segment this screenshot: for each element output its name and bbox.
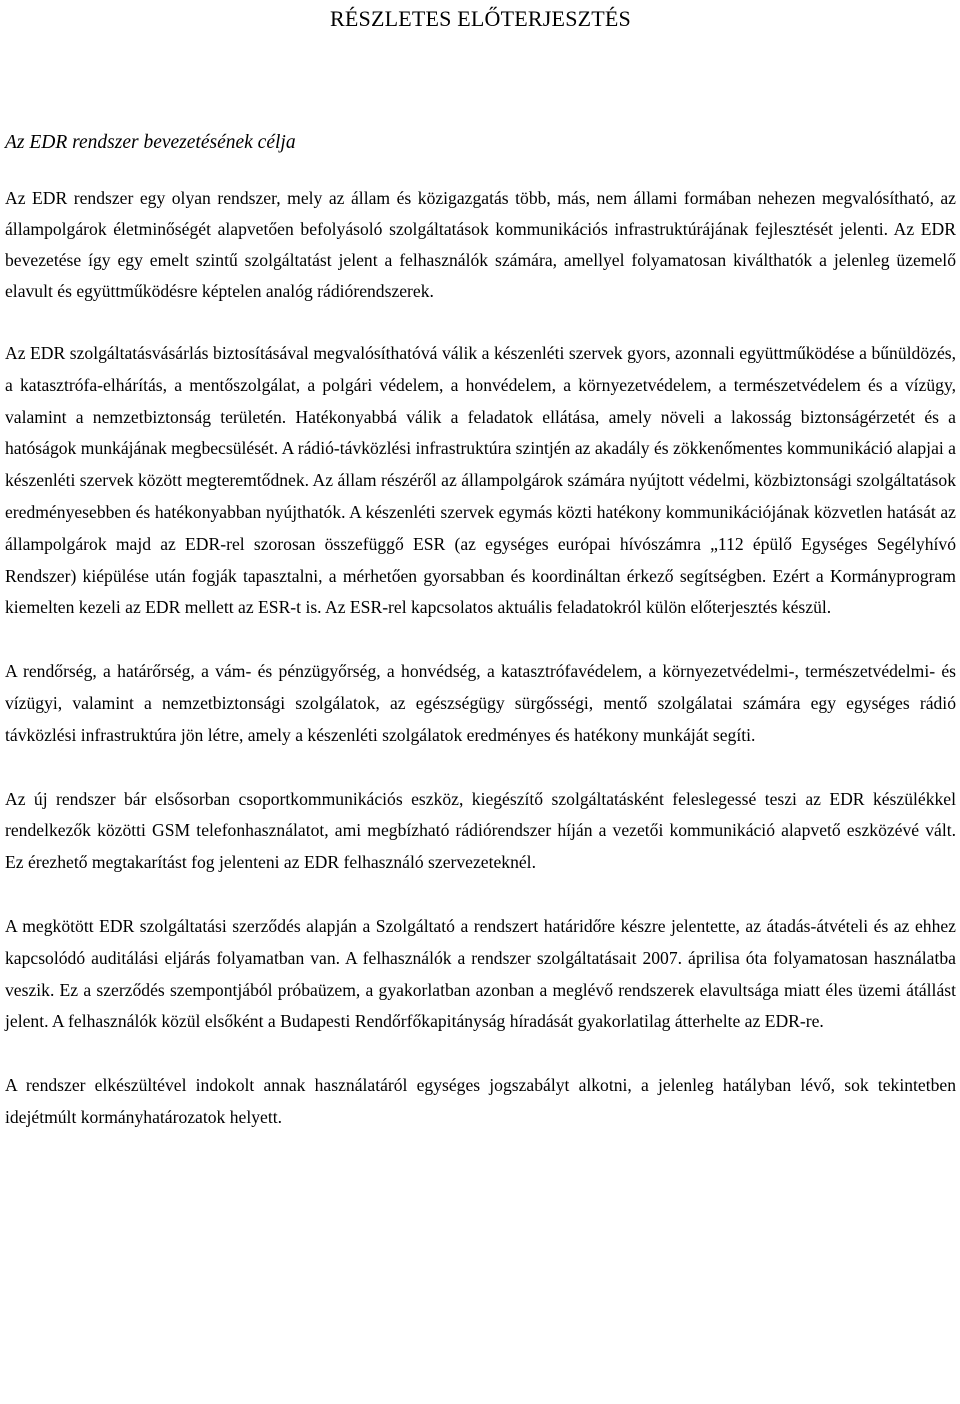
paragraph-gsm-savings: Az új rendszer bár elsősorban csoportkommunikációs eszköz, kiegészítő szolgáltatásként feleslegessé teszi az EDR készülékkel rendelkezők közötti GSM telefonhasználatot, ami megbízható rádiórendszer híján a vezetői kommunikáció alapvető eszközévé vált. Ez érezhető megtakarítást fog jelenteni az EDR felhasználó szervezeteknél. — [5, 788, 956, 873]
document-page — [5, 0, 956, 1134]
paragraph-contract-status: A megkötött EDR szolgáltatási szerződés alapján a Szolgáltató a rendszert határidőre készre jelentette, az átadás-átvételi és az ehhez kapcsolódó auditálási eljárás folyamatban van. A felhasználók a rendszer szolgáltatásait 2007. áprilisa óta folyamatosan használatba veszik. Ez a szerződés szempontjából próbaüzem, a gyakorlatban azonban a meglévő rendszerek elavultsága miatt éles üzemi átállást jelent. A felhasználók közül elsőként a Budapesti Rendőrfőkapitányság híradását gyakorlatilag átterhelte az EDR-re. — [5, 915, 956, 1032]
section-heading: Az EDR rendszer bevezetésének célja — [5, 132, 296, 153]
paragraph-edr-definition: Az EDR rendszer egy olyan rendszer, mely az állam és közigazgatás több, más, nem állami formában nehezen megvalósítható, az állampolgárok életminőségét alapvetően befolyásoló szolgáltatások kommunikációs infrastruktúrájának fejlesztését jelenti. Az EDR bevezetése így egy emelt szintű szolgáltatást jelent a felhasználók számára, amellyel folyamatosan kiválthatók a jelenleg üzemelő elavult és együttműködésre képtelen analóg rádiórendszerek. — [5, 188, 956, 301]
paragraph-legislation-need: A rendszer elkészültével indokolt annak használatáról egységes jogszabályt alkotni, a jelenleg hatályban lévő, sok tekintetben idejétmúlt kormányhatározatok helyett. — [5, 1075, 956, 1127]
paragraph-service-benefits: Az EDR szolgáltatásvásárlás biztosításával megvalósíthatóvá válik a készenléti szervek gyors, azonnali együttműködése a bűnüldözés, a katasztrófa-elhárítás, a mentőszolgálat, a polgári védelem, a honvédelem, a környezetvédelem, a természetvédelem és a vízügy, valamint a nemzetbiztonság területén. Hatékonyabbá válik a feladatok ellátása, amely növeli a lakosság biztonságérzetét és a hatóságok munkájának megbecsülését. A rádió-távközlési infrastruktúra szintjén az akadály és zökkenőmentes kommunikáció alapjai a készenléti szervek között megteremtődnek. Az állam részéről az állampolgárok számára nyújtott védelmi, közbiztonsági szolgáltatások eredményesebben és hatékonyabban nyújthatók. A készenléti szervek egymás közti hatékony kommunikációjának közvetlen hatását az állampolgárok majd az EDR-rel szorosan összefüggő ESR (az egységes európai hívószámra „112 épülő Egységes Segélyhívó Rendszer) kiépülése után fogják tapasztalni, a mérhetően gyorsabban és koordináltan érkező segítségben. Ezért a Kormányprogram kiemelten kezeli az EDR mellett az ESR-t is. Az ESR-rel kapcsolatos aktuális feladatokról külön előterjesztés készül. — [5, 343, 956, 618]
paragraph-user-organisations: A rendőrség, a határőrség, a vám- és pénzügyőrség, a honvédség, a katasztrófavédelem, a környezetvédelmi-, természetvédelmi- és vízügyi, valamint a nemzetbiztonsági szolgálatok, az egészségügy sürgősségi, mentő szolgálatai számára egy egységes rádió távközlési infrastruktúra jön létre, amely a készenléti szolgálatok eredményes és hatékony munkáját segíti. — [5, 661, 956, 745]
document-title: RÉSZLETES ELŐTERJESZTÉS — [330, 6, 631, 31]
